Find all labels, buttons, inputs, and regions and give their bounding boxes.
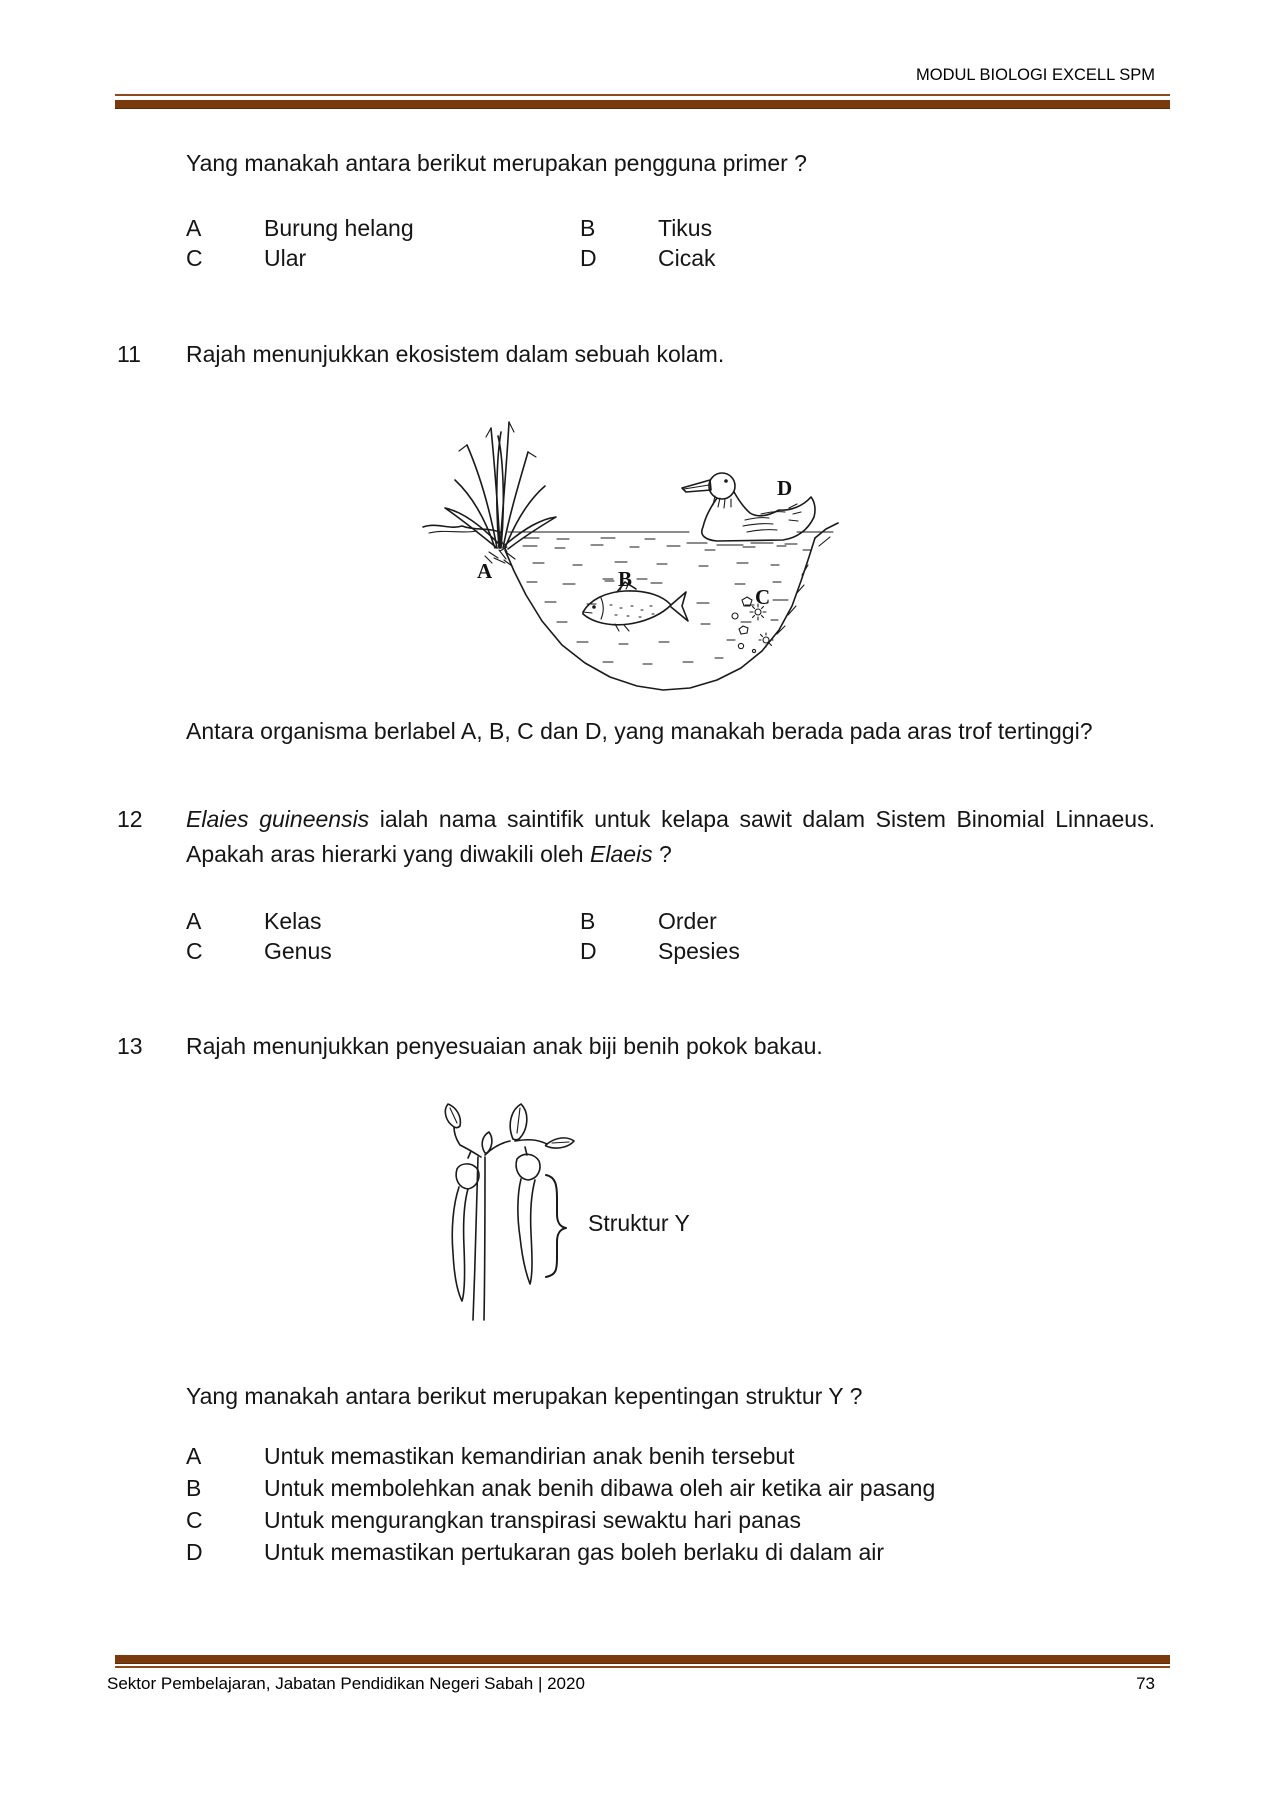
q12-option-d-text: Spesies [658, 938, 740, 964]
q12-intro-line1: Elaies guineensis ialah nama saintifik untuk kelapa sawit dalam Sistem Binomial Linnaeus. [186, 806, 1155, 832]
fish-drawing [583, 582, 688, 631]
q12-option-c-letter: C [186, 938, 203, 964]
q12-option-b-letter: B [580, 908, 596, 934]
duck-drawing [682, 473, 815, 541]
q13-option-b-letter: B [186, 1475, 202, 1501]
footer-left-text: Sektor Pembelajaran, Jabatan Pendidikan Negeri Sabah | 2020 [107, 1674, 585, 1693]
q13-option-d-letter: D [186, 1539, 203, 1565]
q10-option-d-text: Cicak [658, 245, 716, 271]
q12-intro-line2: Apakah aras hierarki yang diwakili oleh Elaeis ? [186, 841, 672, 867]
q13-option-a-letter: A [186, 1443, 202, 1469]
q11-question: Antara organisma berlabel A, B, C dan D, yang manakah berada pada aras trof tertinggi? [186, 718, 1093, 744]
footer-page-number: 73 [1136, 1674, 1155, 1693]
q13-option-d-text: Untuk memastikan pertukaran gas boleh berlaku di dalam air [264, 1539, 885, 1565]
q10-option-c-letter: C [186, 245, 203, 271]
q10-option-c-text: Ular [264, 245, 307, 271]
q12-option-c-text: Genus [264, 938, 332, 964]
mangrove-seedling-diagram [435, 1095, 580, 1330]
q13-option-b-text: Untuk membolehkan anak benih dibawa oleh air ketika air pasang [264, 1475, 936, 1501]
header-rule-thick [115, 100, 1170, 109]
structure-y-brace [546, 1175, 566, 1277]
q10-option-a-text: Burung helang [264, 215, 414, 241]
q12-option-a-text: Kelas [264, 908, 322, 934]
q13-number: 13 [117, 1033, 143, 1059]
q12-genus-name: Elaeis [590, 841, 653, 867]
header-rule-thin [115, 94, 1170, 96]
pond-label-c: C [755, 585, 771, 609]
structure-y-label: Struktur Y [588, 1210, 690, 1236]
q10-option-b-text: Tikus [658, 215, 713, 241]
header-title: MODUL BIOLOGI EXCELL SPM [915, 66, 1155, 84]
pond-label-d: D [777, 476, 793, 500]
q12-number: 12 [117, 806, 143, 832]
q12-option-d-letter: D [580, 938, 597, 964]
q13-option-c-letter: C [186, 1507, 203, 1533]
q13-question: Yang manakah antara berikut merupakan kepentingan struktur Y ? [186, 1383, 863, 1409]
q13-option-c-text: Untuk mengurangkan transpirasi sewaktu hari panas [264, 1507, 801, 1533]
q12-option-a-letter: A [186, 908, 202, 934]
q13-intro: Rajah menunjukkan penyesuaian anak biji benih pokok bakau. [186, 1033, 823, 1059]
q10-question: Yang manakah antara berikut merupakan pengguna primer ? [186, 150, 807, 176]
q10-option-b-letter: B [580, 215, 596, 241]
q11-intro: Rajah menunjukkan ekosistem dalam sebuah kolam. [186, 341, 725, 367]
reed-plant-drawing [445, 422, 556, 566]
q10-option-d-letter: D [580, 245, 597, 271]
q13-option-a-text: Untuk memastikan kemandirian anak benih tersebut [264, 1443, 795, 1469]
q12-species-name: Elaies guineensis [186, 806, 370, 832]
footer-rule-thin [115, 1666, 1170, 1668]
pond-label-b: B [618, 567, 633, 591]
footer-rule-thick [115, 1655, 1170, 1664]
q10-option-a-letter: A [186, 215, 202, 241]
q11-number: 11 [117, 341, 141, 367]
pond-ecosystem-diagram [405, 400, 845, 700]
q12-option-b-text: Order [658, 908, 717, 934]
pond-label-a: A [477, 559, 493, 583]
seedling-drawing [445, 1104, 574, 1320]
